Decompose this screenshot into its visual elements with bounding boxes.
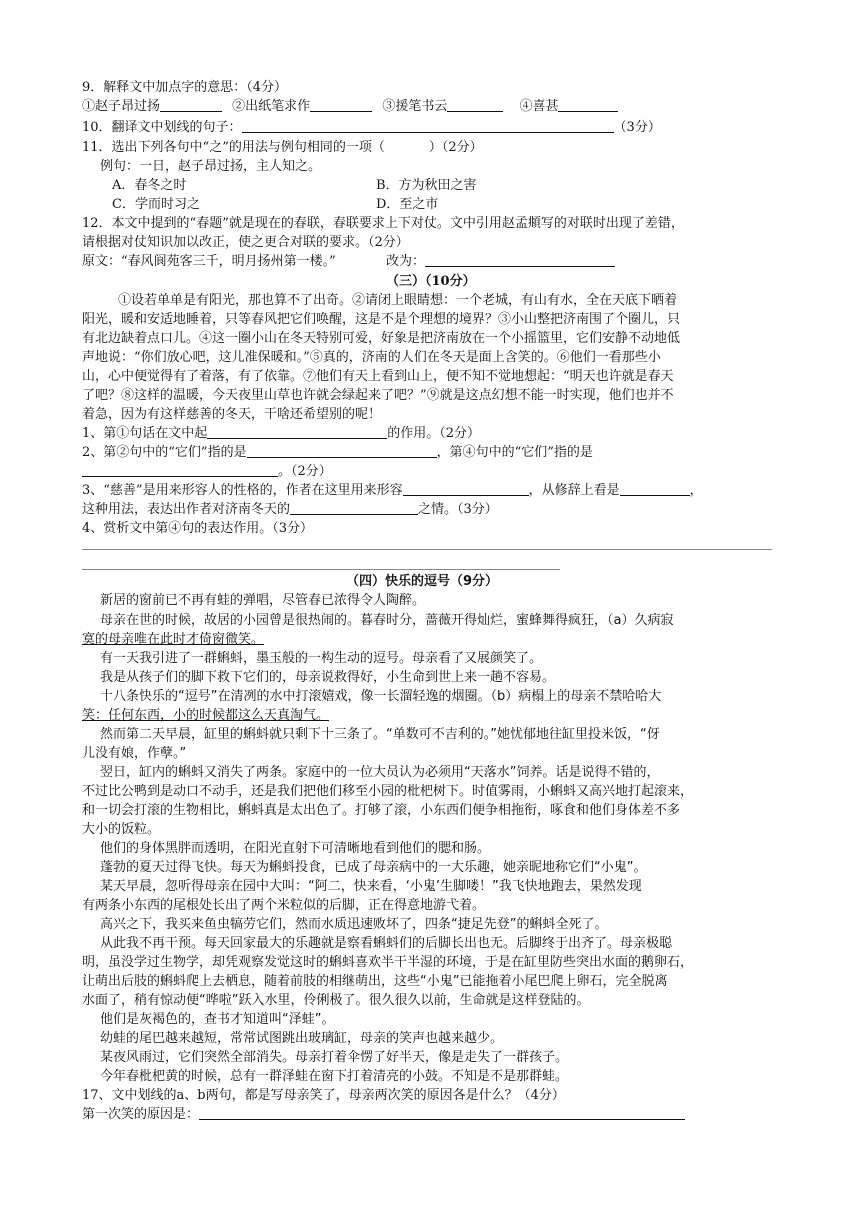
sec4-line: 明，虽没学过生物学，却凭观察发觉这时的蝌蚪喜欢半干半湿的环境，于是在缸里防些突出水面的鹅卵石，	[82, 955, 694, 970]
sec4-line: 有两条小东西的尾根处长出了两个米粒似的后脚，正在得意地游弋着。	[82, 898, 486, 913]
sec3-q3-stem-2: 这种用法，表达出作者对济南冬天的	[82, 502, 291, 517]
q11-example: 例句：一日，赵子昂过扬，主人知之。	[100, 159, 322, 174]
sec3-q3-mid: ，从修辞上看是	[528, 483, 620, 498]
sec4-line: 我是从孩子们的脚下救下它们的，母亲说救得好，小生命到世上来一趟不容易。	[100, 670, 556, 685]
sec3-q2-tail: 。（2分）	[278, 464, 332, 479]
q11-line	[82, 138, 483, 157]
sec3-para-5: 山，心中便觉得有了着落，有了依靠。⑦他们有天上看到山上，便不知不觉地想起：“明天也许就是春天	[82, 369, 674, 384]
sec4-line: 让萌出后肢的蝌蚪爬上去栖息，随着前肢的相继萌出，这些“小鬼”已能拖着小尾巴爬上卵石，完全脱离	[82, 974, 668, 989]
sec3-q2-blank-2[interactable]	[82, 462, 278, 477]
sec4-line: 高兴之下，我买来鱼虫犒劳它们，然而水质迅速败坏了，四条“捷足先登”的蝌蚪全死了。	[100, 917, 608, 932]
sec3-q3-tail: 之情。（3分）	[418, 502, 498, 517]
sec3-q1-tail: 的作用。（2分）	[387, 426, 481, 441]
sec3-q3-blank-2[interactable]	[620, 481, 690, 496]
q17-label-a: 第一次笑的原因是：	[82, 1107, 200, 1122]
sec4-line: 儿没有娘，作孽。”	[82, 746, 187, 761]
sec4-line: 然而第二天早晨，缸里的蝌蚪就只剩下十三条了。“单数可不吉利的。”她忧郁地往缸里投米饭，“伢	[100, 727, 660, 742]
sec3-para-3: 有北边缺着点口儿。④这一圈小山在冬天特别可爱，好象是把济南放在一个小摇篮里，它们安静不动地低	[82, 331, 681, 346]
q10-stem: 10．翻译文中划线的句子：	[82, 120, 242, 135]
sec3-q3-stem: 3、“慈善”是用来形容人的性格的，作者在这里用来形容	[82, 483, 403, 498]
q12-line-1: 12．本文中提到的“春题”就是现在的春联，春联要求上下对仗。文中引用赵孟頫写的对联时出现了差错，	[82, 216, 684, 231]
q9-blank-c[interactable]	[447, 97, 503, 112]
q9-item-d: ④喜甚	[519, 99, 559, 114]
q17-stem: 17、文中划线的a、b两句，都是写母亲笑了，母亲两次笑的原因各是什么？（4分）	[82, 1088, 565, 1103]
sec4-line: 翌日，缸内的蝌蚪又消失了两条。家庭中的一位大员认为必须用“天落水”饲养。话是说得不错的，	[100, 765, 660, 780]
q12-original-text: 原文：“春风阆苑客三千，明月扬州第一楼。”	[82, 254, 336, 269]
q9-stem: 9．解释文中加点字的意思：（4分）	[82, 80, 288, 95]
q9-blank-a[interactable]	[160, 97, 222, 112]
sec4-line: 大小的饭粒。	[82, 822, 161, 837]
sec3-q2-stem: 2、第②句中的“它们”指的是	[82, 445, 247, 460]
sec3-q4-answer-line-2[interactable]	[82, 569, 560, 570]
q17-answer-a-blank[interactable]	[199, 1105, 685, 1120]
sec4-line: 某夜风雨过，它们突然全部消失。母亲打着伞愣了好半天，像是走失了一群孩子。	[100, 1050, 569, 1065]
sec3-q2-blank-1[interactable]	[247, 443, 437, 458]
sec3-q1-stem: 1、第①句话在文中起	[82, 426, 208, 441]
q11-stem: 11．选出下列各句中“之”的用法与例句相同的一项（	[82, 140, 385, 155]
q9-item-c: ③援笔书云	[382, 99, 448, 114]
sec3-q4-answer-line-1[interactable]	[82, 549, 772, 550]
sec4-line: 十八条快乐的“逗号”在清冽的水中打滚嬉戏，像一长溜轻逸的烟圈。（b）病榻上的母亲不禁哈哈大	[100, 689, 662, 704]
sec3-q1	[82, 424, 480, 443]
sec3-q4: 4、赏析文中第④句的表达作用。（3分）	[82, 521, 314, 536]
q12-change-blank[interactable]	[425, 252, 615, 267]
sec3-q1-blank[interactable]	[207, 424, 387, 439]
sec4-line: 不过比公鸭到是动口不动手，还是我们把他们移至小园的枇杷树下。时值雾雨，小蝌蚪又高兴地打起滚来，	[82, 784, 694, 799]
sec3-para-6: 了吧？⑧这样的温暖，今天夜里山草也许就会绿起来了吧？”⑨就是这点幻想不能一时实现，他们也并不	[82, 388, 674, 403]
sec3-para-2: 阳光，暖和安适地睡着，只等春风把它们唤醒，这是不是个理想的境界？③小山整把济南围了个圈儿，只	[82, 312, 681, 327]
q11-close: ）（2分）	[428, 140, 483, 155]
sec3-para-4: 声地说：“你们放心吧，这儿准保暖和。”⑤真的，济南的人们在冬天是面上含笑的。⑥他们一看那些小	[82, 350, 661, 365]
q9-item-b: ②出纸笔求作	[232, 99, 311, 114]
sec4-underlined-a: 寞的母亲唯在此时才倚窗微笑。	[82, 632, 265, 647]
sec3-para-7: 着急，因为有这样慈善的冬天，干啥还希望别的呢！	[82, 407, 382, 422]
q9-blank-b[interactable]	[310, 97, 372, 112]
sec4-line: 水面了，稍有惊动便“哗啦”跃入水里，伶俐极了。很久很久以前，生命就是这样登陆的。	[82, 993, 590, 1008]
q10-score: （3分）	[613, 120, 661, 135]
sec4-line: 新居的窗前已不再有蛙的弹唱，尽管春已浓得令人陶醉。	[100, 593, 426, 608]
q11-option-b: B．方为秋田之害	[376, 178, 477, 193]
sec3-q3-comma: ，	[689, 483, 703, 498]
section-3-title: （三）（10分）	[386, 274, 476, 289]
sec4-line: 蓬勃的夏天过得飞快。每天为蝌蚪投食，已成了母亲病中的一大乐趣，她亲昵地称它们“小鬼”。	[100, 860, 647, 875]
q11-option-d: D．至之市	[376, 197, 439, 212]
q9-blank-d[interactable]	[558, 97, 618, 112]
sec3-para-1: ①设若单单是有阳光，那也算不了出奇。②请闭上眼睛想：一个老城，有山有水，全在天底下晒着	[118, 293, 678, 308]
q12-original	[82, 252, 615, 271]
q12-change-label: 改为：	[385, 254, 425, 269]
sec4-line: 他们的身体黑胖而透明，在阳光直射下可清晰地看到他们的腮和肠。	[100, 841, 491, 856]
sec4-line: 幼蛙的尾巴越来越短，常常试图跳出玻璃缸，母亲的笑声也越来越少。	[100, 1031, 504, 1046]
q12-line-2: 请根据对仗知识加以改正，使之更合对联的要求。（2分）	[82, 235, 409, 250]
sec3-q2-mid: ，第④句中的“它们”指的是	[436, 445, 593, 460]
sec3-q3	[82, 481, 703, 500]
q10-answer-blank[interactable]	[242, 118, 614, 133]
sec4-line: 有一天我引进了一群蝌蚪，墨玉般的一构生动的逗号。母亲看了又展颜笑了。	[100, 651, 543, 666]
sec3-q2	[82, 443, 593, 462]
q11-option-a: A．春冬之时	[112, 178, 187, 193]
section-4-title: （四）快乐的逗号（9分）	[346, 574, 499, 589]
sec4-line: 某天早晨，忽听得母亲在园中大叫：“阿二，快来看，‘小鬼’生脚喽！”我飞快地跑去，果然发现	[100, 879, 642, 894]
sec4-line: 和一切会打滚的生物相比，蝌蚪真是太出色了。打够了滚，小东西们便争相拖衔，啄食和他们身体差不多	[82, 803, 681, 818]
sec3-q3-blank-1[interactable]	[403, 481, 529, 496]
sec4-line: 今年春枇杷黄的时候，总有一群泽蛙在窗下打着清亮的小鼓。不知是不是那群蛙。	[100, 1069, 569, 1084]
sec4-line: 他们是灰褐色的，查书才知道叫“泽蛙”。	[100, 1012, 335, 1027]
q9-item-a: ①赵子昂过扬	[82, 99, 161, 114]
sec4-line: 母亲在世的时候，故居的小园曾是很热闹的。暮春时分，蔷薇开得灿烂，蜜蜂舞得疯狂，（a）久病寂	[100, 613, 674, 628]
sec4-underlined-b: 笑：任何东西，小的时候都这么天真淘气。	[82, 708, 330, 723]
q11-option-c: C．学而时习之	[112, 197, 200, 212]
sec4-line: 从此我不再干预。每天回家最大的乐趣就是察看蝌蚪们的后脚长出也无。后脚终于出齐了。母亲极聪	[100, 936, 673, 951]
sec3-q3-blank-3[interactable]	[290, 500, 418, 515]
sec3-q2-cont	[82, 462, 332, 481]
q10-line	[82, 118, 661, 137]
sec3-q3-cont	[82, 500, 498, 519]
q17-line-a	[82, 1105, 685, 1124]
q9-items	[82, 97, 618, 116]
